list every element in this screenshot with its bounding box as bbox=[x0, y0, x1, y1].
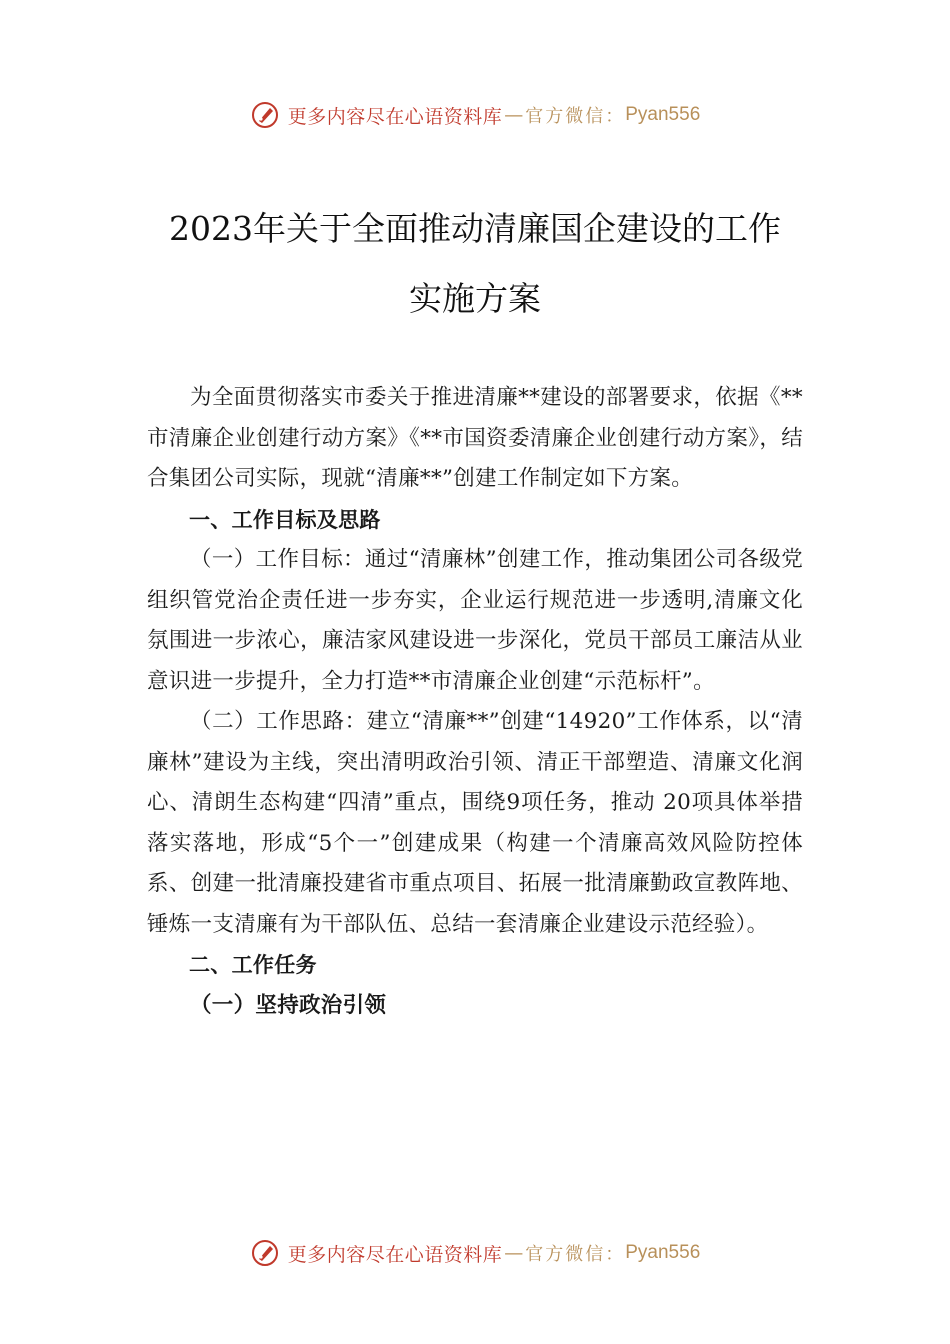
section-heading-2: 二、工作任务 bbox=[189, 953, 317, 977]
banner-brand-text: 更多内容尽在心语资料库 bbox=[287, 105, 503, 128]
document-body bbox=[147, 378, 803, 1026]
banner-wechat-id: Pyan556 bbox=[625, 1242, 701, 1263]
banner-wechat-label: 官方微信： bbox=[525, 106, 626, 127]
section-heading-1: 一、工作目标及思路 bbox=[189, 507, 381, 532]
banner-dash: — bbox=[504, 1242, 524, 1264]
document-title-line1: 2023年关于全面推动清廉国企建设的工作 bbox=[169, 209, 781, 248]
paragraph-goals: （一）工作目标：通过“清廉林”创建工作，推动集团公司各级党组织管党治企责任进一步夯实，企业运行规范进一步透明,清廉文化氛围进一步浓心，廉洁家风建设进一步深化，党员干部员工廉洁从业意识进一步提升，全力打造**市清廉企业创建“示范标杆”。 bbox=[147, 547, 803, 694]
banner-brand-text: 更多内容尽在心语资料库 bbox=[287, 1243, 503, 1266]
top-watermark-banner bbox=[0, 95, 950, 135]
pen-nib-logo-icon bbox=[250, 100, 280, 130]
paragraph-intro: 为全面贯彻落实市委关于推进清廉**建设的部署要求，依据《**市清廉企业创建行动方案》《**市国资委清廉企业创建行动方案》，结合集团公司实际，现就“清廉**”创建工作制定如下方案。 bbox=[147, 385, 803, 491]
paragraph-approach: （二）工作思路：建立“清廉**”创建“14920”工作体系，以“清廉林”建设为主线，突出清明政治引领、清正干部塑造、清廉文化润心、清朗生态构建“四清”重点，围绕9项任务，推动 20项具体举措落实落地，形成“5个一”创建成果（构建一个清廉高效风险防控体系、创建一批清廉投建省市重点项目、拓展一批清廉勤政宣教阵地、锤炼一支清廉有为干部队伍、总结一套清廉企业建设示范经验）。 bbox=[147, 709, 803, 937]
subsection-heading-1: （一）坚持政治引领 bbox=[190, 992, 387, 1018]
banner-dash: — bbox=[504, 104, 524, 126]
document-title-line2: 实施方案 bbox=[409, 279, 541, 318]
banner-wechat-label: 官方微信： bbox=[525, 1244, 626, 1265]
pen-nib-logo-icon bbox=[250, 1238, 280, 1268]
bottom-watermark-banner bbox=[0, 1233, 950, 1273]
banner-wechat-id: Pyan556 bbox=[625, 104, 701, 125]
